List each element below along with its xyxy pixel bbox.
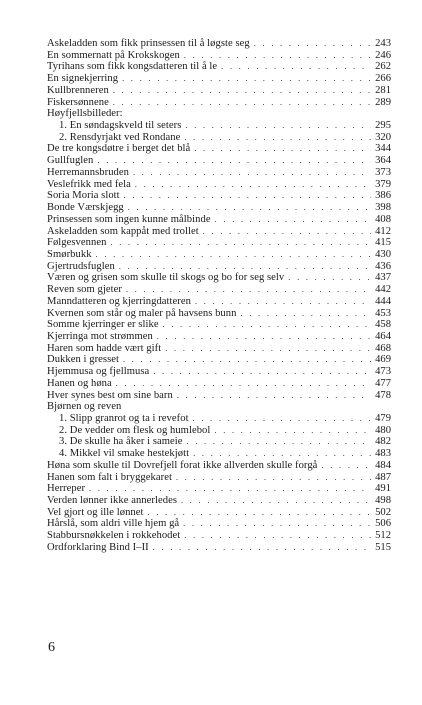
- toc-entry: [47, 354, 391, 366]
- dot-leader: [195, 296, 371, 308]
- dot-leader: [177, 390, 371, 402]
- dot-leader: [183, 518, 371, 530]
- dot-leader: [153, 542, 371, 554]
- toc-entry: [47, 261, 391, 273]
- toc-entry-title: 2. Rensdyrjakt ved Rondane: [59, 131, 181, 143]
- dot-leader: [187, 436, 371, 448]
- toc-entry: [47, 472, 391, 484]
- toc-entry: [47, 390, 391, 402]
- dot-leader: [163, 319, 371, 331]
- dot-leader: [116, 378, 371, 390]
- toc-entry: [47, 249, 391, 261]
- toc-entry: [47, 343, 391, 355]
- toc-entry-title: Haren som hadde vært gift: [47, 342, 162, 354]
- toc-entry: [47, 319, 391, 331]
- toc-entry: [47, 143, 391, 155]
- toc-entry-title: De tre kongsdøtre i berget det blå: [47, 143, 191, 155]
- toc-entry: [47, 190, 391, 202]
- toc-entry-page: 483: [375, 448, 391, 460]
- toc-entry-page: 473: [375, 366, 391, 378]
- dot-leader: [113, 85, 371, 97]
- dot-leader: [240, 308, 371, 320]
- toc-entry-page: 506: [375, 518, 391, 530]
- dot-leader: [89, 483, 371, 495]
- toc-entry-page: 436: [375, 260, 391, 272]
- toc-entry-page: 295: [375, 120, 391, 132]
- toc-entry-page: 373: [375, 166, 391, 178]
- toc-entry: [47, 179, 391, 191]
- toc-entry-page: 468: [375, 342, 391, 354]
- toc-entry: [47, 495, 391, 507]
- toc-entry-page: 502: [375, 506, 391, 518]
- toc-entry-page: 487: [375, 471, 391, 483]
- toc-entry-page: 464: [375, 330, 391, 342]
- toc-entry-title: Kullbrenneren: [47, 84, 109, 96]
- toc-entry: [47, 272, 391, 284]
- toc-entry-title: Stabbursnøkkelen i rokkehodet: [47, 530, 181, 542]
- toc-entry-page: 281: [375, 84, 391, 96]
- toc-entry: [47, 108, 391, 120]
- toc-entry-title: Kvernen som står og maler på havsens bunn: [47, 307, 237, 319]
- dot-leader: [203, 226, 371, 238]
- toc-entry-title: Bonde Værskjegg: [47, 202, 124, 214]
- dot-leader: [124, 190, 371, 202]
- toc-entry: [47, 425, 391, 437]
- toc-entry-title: Somme kjerringer er slike: [47, 319, 159, 331]
- toc-entry-title: 1. En søndagskveld til seters: [59, 120, 182, 132]
- toc-entry-title: Hver synes best om sine barn: [47, 389, 173, 401]
- toc-entry: [47, 97, 391, 109]
- toc-entry: [47, 50, 391, 62]
- toc-entry: [47, 296, 391, 308]
- dot-leader: [126, 284, 371, 296]
- toc-entry: [47, 460, 391, 472]
- toc-entry: [47, 132, 391, 144]
- toc-entry-page: 477: [375, 377, 391, 389]
- toc-entry-title: Tyrihans som fikk kongsdatteren til å le: [47, 61, 218, 73]
- toc-entry-page: 469: [375, 354, 391, 366]
- toc-entry: [47, 237, 391, 249]
- dot-leader: [193, 448, 371, 460]
- toc-entry-page: 266: [375, 73, 391, 85]
- dot-leader: [181, 495, 371, 507]
- toc-entry: [47, 507, 391, 519]
- toc-entry-page: 437: [375, 272, 391, 284]
- dot-leader: [184, 530, 371, 542]
- toc-entry-page: 491: [375, 483, 391, 495]
- toc-entry-page: 344: [375, 143, 391, 155]
- toc-entry-title: Verden lønner ikke annerledes: [47, 495, 177, 507]
- toc-entry-page: 430: [375, 248, 391, 260]
- toc-entry-page: 246: [375, 49, 391, 61]
- toc-entry-title: Bjørnen og reven: [47, 401, 122, 413]
- toc-entry-title: Gjertrudsfuglen: [47, 260, 115, 272]
- dot-leader: [194, 143, 371, 155]
- toc-entry-title: Herremannsbruden: [47, 166, 129, 178]
- dot-leader: [128, 202, 371, 214]
- toc-entry-page: 482: [375, 436, 391, 448]
- toc-entry: [47, 120, 391, 132]
- toc-entry-title: Smørbukk: [47, 248, 92, 260]
- toc-entry-title: Dukken i gresset: [47, 354, 119, 366]
- toc-entry: [47, 483, 391, 495]
- toc-entry-title: Manndatteren og kjerringdatteren: [47, 295, 191, 307]
- toc-entry-page: 479: [375, 413, 391, 424]
- toc-entry-title: Askeladden som kappåt med trollet: [47, 225, 199, 237]
- table-of-contents: [47, 38, 391, 554]
- toc-entry-title: Askeladden som fikk prinsessen til å løgste seg: [47, 38, 250, 49]
- toc-entry-page: 444: [375, 295, 391, 307]
- dot-leader: [122, 73, 371, 85]
- toc-entry: [47, 401, 391, 413]
- toc-entry: [47, 436, 391, 448]
- toc-entry-title: Vel gjort og ille lønnet: [47, 506, 144, 518]
- toc-entry: [47, 413, 391, 425]
- toc-entry-page: 458: [375, 319, 391, 331]
- toc-entry-title: Hårslå, som aldri ville hjem gå: [47, 518, 180, 530]
- dot-leader: [185, 120, 371, 132]
- toc-entry-title: Prinsessen som ingen kunne målbinde: [47, 213, 211, 225]
- toc-entry-page: 498: [375, 495, 391, 507]
- toc-entry-page: 415: [375, 237, 391, 249]
- dot-leader: [96, 249, 371, 261]
- toc-entry: [47, 214, 391, 226]
- dot-leader: [288, 272, 371, 284]
- dot-leader: [254, 38, 371, 50]
- toc-entry-page: 262: [375, 61, 391, 73]
- dot-leader: [157, 331, 371, 343]
- toc-entry-page: 512: [375, 530, 391, 542]
- dot-leader: [119, 261, 371, 273]
- toc-entry: [47, 366, 391, 378]
- toc-entry: [47, 167, 391, 179]
- toc-entry-title: Hanen og høna: [47, 377, 112, 389]
- toc-entry-title: Væren og grisen som skulle til skogs og bo for seg selv: [47, 272, 285, 284]
- toc-entry-page: 289: [375, 96, 391, 108]
- toc-entry-page: 364: [375, 155, 391, 167]
- dot-leader: [193, 413, 371, 425]
- dot-leader: [153, 366, 371, 378]
- toc-entry-title: Høyfjellsbilleder:: [47, 108, 123, 120]
- toc-entry-title: Kjerringa mot strømmen: [47, 330, 153, 342]
- toc-entry: [47, 542, 391, 554]
- toc-entry-title: En sommernatt på Krokskogen: [47, 49, 180, 61]
- toc-entry-title: Reven som gjeter: [47, 284, 122, 296]
- toc-entry-page: 453: [375, 307, 391, 319]
- toc-entry: [47, 38, 391, 50]
- toc-entry-title: 1. Slipp granrot og ta i revefot: [59, 413, 189, 424]
- toc-entry: [47, 284, 391, 296]
- dot-leader: [135, 179, 371, 191]
- dot-leader: [133, 167, 371, 179]
- dot-leader: [148, 507, 371, 519]
- page-number: 6: [48, 640, 55, 655]
- toc-entry-page: 398: [375, 202, 391, 214]
- dot-leader: [165, 343, 371, 355]
- toc-entry-title: Gullfuglen: [47, 155, 94, 167]
- toc-entry-page: 478: [375, 389, 391, 401]
- toc-entry-page: 408: [375, 213, 391, 225]
- toc-entry: [47, 331, 391, 343]
- dot-leader: [110, 237, 371, 249]
- dot-leader: [184, 50, 371, 62]
- toc-entry-title: Soria Moria slott: [47, 190, 120, 202]
- toc-entry: [47, 226, 391, 238]
- dot-leader: [97, 155, 371, 167]
- toc-entry-title: Herreper: [47, 483, 86, 495]
- toc-entry-title: Ordforklaring Bind I–II: [47, 541, 149, 553]
- toc-entry-title: 4. Mikkel vil smake hestekjøtt: [59, 448, 190, 460]
- toc-entry-page: 442: [375, 284, 391, 296]
- toc-entry-page: 243: [375, 38, 391, 49]
- toc-entry-title: 3. De skulle ha åker i sameie: [59, 436, 183, 448]
- dot-leader: [214, 425, 371, 437]
- toc-entry-page: 480: [375, 424, 391, 436]
- toc-entry-page: 379: [375, 178, 391, 190]
- toc-entry-page: 386: [375, 190, 391, 202]
- toc-entry: [47, 518, 391, 530]
- dot-leader: [321, 460, 371, 472]
- toc-entry-page: 515: [375, 541, 391, 553]
- toc-entry-title: Høna som skulle til Dovrefjell forat ikke allverden skulle forgå: [47, 459, 318, 471]
- toc-entry-title: En signekjerring: [47, 73, 119, 85]
- toc-entry: [47, 308, 391, 320]
- toc-entry-title: Veslefrikk med fela: [47, 178, 131, 190]
- toc-entry: [47, 378, 391, 390]
- toc-entry: [47, 202, 391, 214]
- dot-leader: [184, 132, 371, 144]
- toc-entry-title: Fiskersønnene: [47, 96, 109, 108]
- toc-entry-page: 320: [375, 131, 391, 143]
- toc-entry: [47, 448, 391, 460]
- dot-leader: [123, 354, 371, 366]
- toc-entry: [47, 85, 391, 97]
- dot-leader: [215, 214, 371, 226]
- dot-leader: [113, 97, 371, 109]
- toc-entry-title: Følgesvennen: [47, 237, 107, 249]
- toc-entry: [47, 73, 391, 85]
- toc-entry-page: 484: [375, 459, 391, 471]
- toc-entry: [47, 530, 391, 542]
- toc-entry-title: Hanen som falt i bryggekaret: [47, 471, 172, 483]
- toc-entry: [47, 61, 391, 73]
- toc-entry-title: Hjemmusa og fjellmusa: [47, 366, 150, 378]
- dot-leader: [221, 61, 371, 73]
- toc-entry-title: 2. De vedder om flesk og humlebol: [59, 424, 211, 436]
- toc-entry: [47, 155, 391, 167]
- toc-entry-page: 412: [375, 225, 391, 237]
- dot-leader: [176, 472, 371, 484]
